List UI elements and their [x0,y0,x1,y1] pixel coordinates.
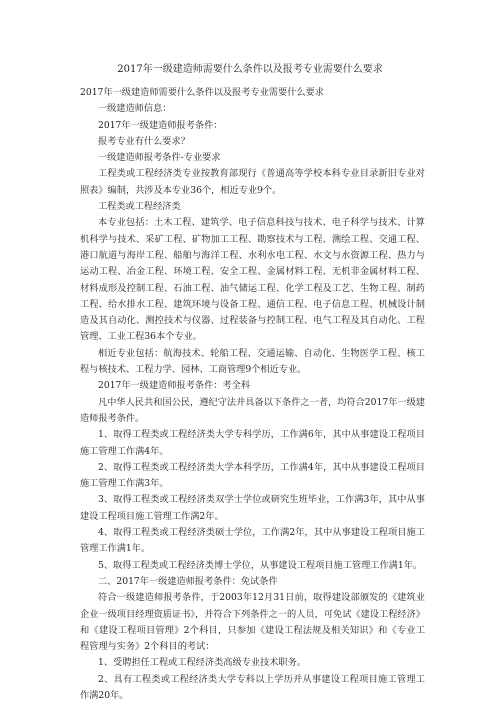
paragraph: 2、取得工程类或工程经济类大学本科学历，工作满4年，其中从事建设工程项目施工管理工作满3年。 [80,461,425,490]
paragraph: 1、取得工程类或工程经济类大学专科学历，工作满6年，其中从事建设工程项目施工管理工作满4年。 [80,429,425,457]
paragraph: 二、2017年一级建造师报考条件：免试条件 [98,575,278,587]
paragraph: 2017年一级建造师需要什么条件以及报考专业需要什么要求 [80,87,324,98]
paragraph: 5、取得工程类或工程经济类博士学位，从事建设工程项目施工管理工作满1年。 [98,559,423,571]
document-body [80,85,425,704]
paragraph: 符合一级建造师报考条件，于2003年12月31日前，取得建设部颁发的《建筑业企业一级项目经理资质证书》，并符合下列条件之一的人员，可免试《建设工程经济》和《建设工程项目管理》2个科目，只参加《建设工程法规及相关知识》和《专业工程管理与实务》2个科目的考试： [80,592,425,653]
paragraph: 工程类或工程经济类专业按教育部现行《普通高等学校本科专业目录新旧专业对照表》编制，共涉及本专业36个，相近专业9个。 [80,168,425,196]
paragraph: 4、取得工程类或工程经济类硕士学位，工作满2年，其中从事建设工程项目施工管理工作满1年。 [80,527,425,555]
paragraph: 一级建造师报考条件-专业要求 [98,152,221,164]
paragraph: 本专业包括：土木工程、建筑学、电子信息科技与技术、电子科学与技术、计算机科学与技术、采矿工程、矿物加工工程、勘察技术与工程、测绘工程、交通工程、港口航道与海岸工程、船舶与海洋工程、水利水电工程、水文与水资源工程、热力与运动工程、冶金工程、环境工程、安全工程、金属材料工程、无机非金属材料工程、材料成形及控制工程、石油工程、油气储运工程、化学工程及工艺、生物工程、制药工程、给水排水工程、建筑环境与设备工程、通信工程、电子信息工程、机械设计制造及其自动化、测控技术与仪器、过程装备与控制工程、电气工程及其自动化、工程管理、工业工程36本个专业。 [80,217,425,343]
paragraph: 相近专业包括：航海技术、轮船工程、交通运输、自动化、生物医学工程、核工程与核技术、工程力学、园林、工商管理9个相近专业。 [80,347,425,376]
paragraph: 报考专业有什么要求？ [98,135,190,147]
paragraph: 2、具有工程类或工程经济类大学专科以上学历并从事建设工程项目施工管理工作满20年。 [80,673,425,701]
paragraph: 工程类或工程经济类 [98,201,181,213]
paragraph: 2017年一级建造师报考条件：考全科 [98,380,251,392]
paragraph: 凡中华人民共和国公民，遵纪守法并具备以下条件之一者，均符合2017年一级建造师报考条件。 [80,396,425,424]
document-title: 2017年一级建造师需要什么条件以及报考专业需要什么要求 [117,64,383,75]
paragraph: 2017年一级建造师报考条件： [98,119,223,131]
paragraph: 3、取得工程类或工程经济类双学士学位或研究生班毕业，工作满3年，其中从事建设工程项目施工管理工作满2年。 [80,494,425,522]
paragraph: 1、受聘担任工程或工程经济类高级专业技术职务。 [98,657,306,669]
paragraph: 一级建造师信息： [98,103,172,115]
